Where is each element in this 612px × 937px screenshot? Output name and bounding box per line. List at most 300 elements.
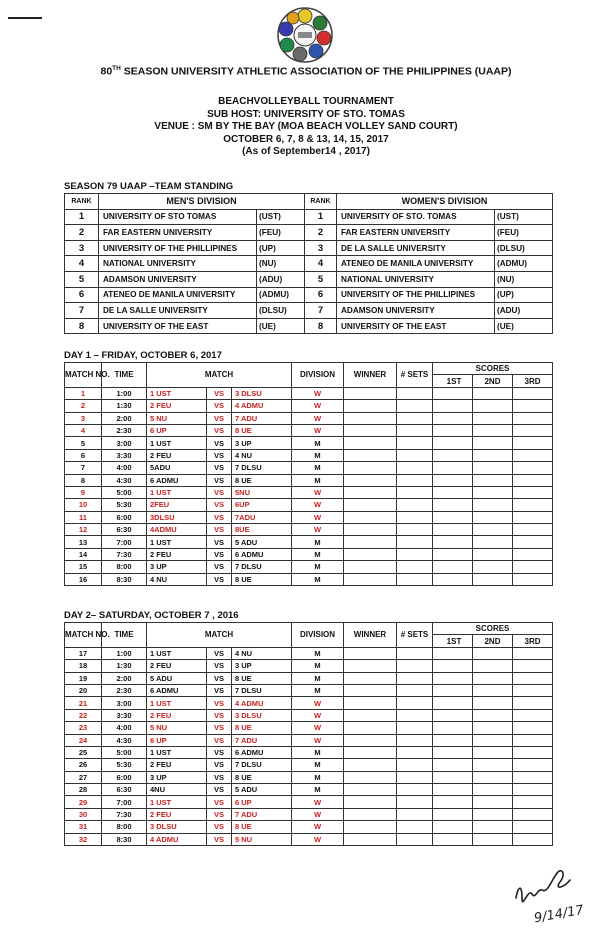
team-a: 1 UST	[147, 647, 207, 659]
team-a: 1 UST	[147, 387, 207, 399]
womens-team-abbr: (FEU)	[495, 225, 553, 241]
score-1st-cell	[433, 561, 473, 573]
match-time: 2:30	[102, 684, 147, 696]
rank-cell: 1	[65, 209, 99, 225]
rank-cell: 6	[65, 287, 99, 303]
team-b: 6 UP	[232, 796, 292, 808]
division-cell: W	[292, 524, 344, 536]
score-2nd-cell	[473, 660, 513, 672]
division-cell: M	[292, 561, 344, 573]
division-cell: W	[292, 486, 344, 498]
match-row	[65, 449, 553, 461]
score-3rd-cell	[513, 400, 553, 412]
time-header: TIME	[102, 363, 147, 388]
match-number: 25	[65, 746, 102, 758]
mens-team-name: UNIVERSITY OF THE PHILLIPINES	[99, 240, 257, 256]
vs-label: VS	[207, 536, 232, 548]
score-3rd-cell	[513, 722, 553, 734]
rank-cell: 5	[305, 271, 337, 287]
score-3rd-cell	[513, 784, 553, 796]
division-header: DIVISION	[292, 623, 344, 648]
division-cell: W	[292, 511, 344, 523]
sets-cell	[397, 400, 433, 412]
score-3rd-cell	[513, 462, 553, 474]
division-cell: W	[292, 709, 344, 721]
match-number: 23	[65, 722, 102, 734]
team-b: 5 ADU	[232, 536, 292, 548]
winner-cell	[344, 808, 397, 820]
team-b: 5NU	[232, 486, 292, 498]
score-3rd-cell	[513, 808, 553, 820]
match-header: MATCH	[147, 623, 292, 648]
match-number: 32	[65, 833, 102, 845]
standing-header-row	[65, 194, 553, 210]
match-number: 16	[65, 573, 102, 585]
team-a: 5 NU	[147, 722, 207, 734]
uaap-seal-icon	[276, 6, 334, 64]
score-2nd-cell	[473, 759, 513, 771]
sets-cell	[397, 511, 433, 523]
rank-header: RANK	[305, 194, 337, 210]
team-b: 8 UE	[232, 474, 292, 486]
score-2nd-cell	[473, 697, 513, 709]
winner-cell	[344, 412, 397, 424]
score-2nd-cell	[473, 833, 513, 845]
sets-cell	[397, 746, 433, 758]
match-row	[65, 524, 553, 536]
sets-cell	[397, 474, 433, 486]
match-time: 4:00	[102, 462, 147, 474]
match-row	[65, 660, 553, 672]
mens-team-name: NATIONAL UNIVERSITY	[99, 256, 257, 272]
sets-cell	[397, 449, 433, 461]
score-1st-cell	[433, 647, 473, 659]
team-b: 8 UE	[232, 722, 292, 734]
vs-label: VS	[207, 387, 232, 399]
womens-team-abbr: (ADMU)	[495, 256, 553, 272]
vs-label: VS	[207, 511, 232, 523]
team-b: 6 ADMU	[232, 548, 292, 560]
day2-schedule-table	[64, 622, 553, 846]
match-time: 7:00	[102, 796, 147, 808]
team-a: 4 NU	[147, 573, 207, 585]
division-cell: W	[292, 697, 344, 709]
score-1st-cell	[433, 573, 473, 585]
team-a: 1 UST	[147, 796, 207, 808]
match-row	[65, 536, 553, 548]
score-3rd-cell	[513, 561, 553, 573]
match-time: 3:30	[102, 449, 147, 461]
score-3rd-cell	[513, 746, 553, 758]
match-row	[65, 462, 553, 474]
score-3rd-cell	[513, 697, 553, 709]
team-a: 1 UST	[147, 697, 207, 709]
score-2nd-header: 2ND	[473, 375, 513, 387]
winner-cell	[344, 771, 397, 783]
vs-label: VS	[207, 709, 232, 721]
match-number: 6	[65, 449, 102, 461]
team-b: 3 UP	[232, 437, 292, 449]
score-1st-cell	[433, 486, 473, 498]
team-b: 8 UE	[232, 424, 292, 436]
match-row	[65, 722, 553, 734]
winner-cell	[344, 536, 397, 548]
match-row	[65, 548, 553, 560]
team-b: 7 ADU	[232, 734, 292, 746]
score-1st-cell	[433, 833, 473, 845]
score-1st-cell	[433, 684, 473, 696]
match-time: 5:00	[102, 486, 147, 498]
match-row	[65, 486, 553, 498]
score-1st-cell	[433, 437, 473, 449]
division-cell: W	[292, 734, 344, 746]
match-row	[65, 573, 553, 585]
sets-cell	[397, 647, 433, 659]
rank-cell: 7	[65, 303, 99, 319]
winner-cell	[344, 734, 397, 746]
mens-team-name: ATENEO DE MANILA UNIVERSITY	[99, 287, 257, 303]
winner-cell	[344, 524, 397, 536]
vs-label: VS	[207, 771, 232, 783]
score-2nd-cell	[473, 511, 513, 523]
match-row	[65, 833, 553, 845]
division-cell: W	[292, 412, 344, 424]
score-2nd-cell	[473, 684, 513, 696]
match-time: 2:00	[102, 672, 147, 684]
womens-team-name: ATENEO DE MANILA UNIVERSITY	[337, 256, 495, 272]
mens-team-abbr: (FEU)	[257, 225, 305, 241]
match-no-header: MATCH NO.	[65, 363, 102, 388]
score-1st-cell	[433, 412, 473, 424]
team-a: 2 FEU	[147, 548, 207, 560]
vs-label: VS	[207, 474, 232, 486]
score-3rd-cell	[513, 672, 553, 684]
vs-label: VS	[207, 486, 232, 498]
match-number: 10	[65, 499, 102, 511]
winner-cell	[344, 387, 397, 399]
team-a: 2 FEU	[147, 808, 207, 820]
day2-title: DAY 2– SATURDAY, OCTOBER 7 , 2016	[64, 610, 239, 621]
sets-cell	[397, 759, 433, 771]
division-cell: M	[292, 536, 344, 548]
vs-label: VS	[207, 697, 232, 709]
sets-cell	[397, 784, 433, 796]
tournament-info	[0, 96, 612, 159]
womens-team-name: UNIVERSITY OF THE PHILLIPINES	[337, 287, 495, 303]
score-2nd-cell	[473, 771, 513, 783]
score-2nd-cell	[473, 709, 513, 721]
score-2nd-cell	[473, 412, 513, 424]
division-cell: M	[292, 474, 344, 486]
match-number: 29	[65, 796, 102, 808]
match-number: 18	[65, 660, 102, 672]
score-2nd-cell	[473, 536, 513, 548]
rank-cell: 8	[305, 318, 337, 334]
day1-title: DAY 1 – FRIDAY, OCTOBER 6, 2017	[64, 350, 222, 361]
match-time: 1:30	[102, 660, 147, 672]
team-b: 8 UE	[232, 821, 292, 833]
match-row	[65, 499, 553, 511]
team-a: 6 ADMU	[147, 474, 207, 486]
score-3rd-cell	[513, 771, 553, 783]
match-time: 7:30	[102, 548, 147, 560]
division-cell: M	[292, 672, 344, 684]
match-time: 7:00	[102, 536, 147, 548]
match-time: 3:00	[102, 437, 147, 449]
winner-cell	[344, 511, 397, 523]
handwritten-signature	[508, 858, 588, 928]
day1-schedule-table	[64, 362, 553, 586]
rank-cell: 1	[305, 209, 337, 225]
mens-team-name: FAR EASTERN UNIVERSITY	[99, 225, 257, 241]
match-time: 4:00	[102, 722, 147, 734]
sets-cell	[397, 672, 433, 684]
match-time: 6:30	[102, 784, 147, 796]
division-header: DIVISION	[292, 363, 344, 388]
score-3rd-header: 3RD	[513, 635, 553, 647]
score-2nd-cell	[473, 499, 513, 511]
match-number: 7	[65, 462, 102, 474]
rank-cell: 3	[305, 240, 337, 256]
sets-cell	[397, 412, 433, 424]
team-b: 4 ADMU	[232, 697, 292, 709]
standing-row	[65, 225, 553, 241]
division-cell: M	[292, 437, 344, 449]
match-number: 12	[65, 524, 102, 536]
score-1st-cell	[433, 709, 473, 721]
standing-row	[65, 318, 553, 334]
winner-cell	[344, 561, 397, 573]
score-3rd-cell	[513, 449, 553, 461]
team-b: 7 DLSU	[232, 684, 292, 696]
match-row	[65, 437, 553, 449]
team-a: 6 UP	[147, 734, 207, 746]
match-no-header: MATCH NO.	[65, 623, 102, 648]
team-b: 8 UE	[232, 672, 292, 684]
match-row	[65, 387, 553, 399]
rank-cell: 4	[305, 256, 337, 272]
match-time: 2:30	[102, 424, 147, 436]
score-2nd-cell	[473, 474, 513, 486]
sets-cell	[397, 486, 433, 498]
score-1st-cell	[433, 697, 473, 709]
sub-host: SUB HOST: UNIVERSITY OF STO. TOMAS	[207, 108, 405, 120]
vs-label: VS	[207, 808, 232, 820]
winner-cell	[344, 449, 397, 461]
score-1st-cell	[433, 524, 473, 536]
standing-row	[65, 303, 553, 319]
score-3rd-cell	[513, 821, 553, 833]
as-of-date: (As of September14 , 2017)	[242, 146, 370, 158]
winner-cell	[344, 486, 397, 498]
match-time: 5:30	[102, 759, 147, 771]
team-b: 7 DLSU	[232, 462, 292, 474]
score-2nd-cell	[473, 548, 513, 560]
match-row	[65, 746, 553, 758]
sets-cell	[397, 499, 433, 511]
sets-cell	[397, 771, 433, 783]
standing-row	[65, 240, 553, 256]
score-2nd-cell	[473, 462, 513, 474]
score-3rd-cell	[513, 387, 553, 399]
team-a: 5ADU	[147, 462, 207, 474]
team-a: 4NU	[147, 784, 207, 796]
score-3rd-cell	[513, 660, 553, 672]
match-row	[65, 424, 553, 436]
score-2nd-cell	[473, 400, 513, 412]
score-3rd-cell	[513, 536, 553, 548]
womens-team-abbr: (ADU)	[495, 303, 553, 319]
team-b: 3 DLSU	[232, 387, 292, 399]
match-time: 4:30	[102, 474, 147, 486]
vs-label: VS	[207, 660, 232, 672]
mens-team-name: ADAMSON UNIVERSITY	[99, 271, 257, 287]
match-row	[65, 561, 553, 573]
score-3rd-cell	[513, 474, 553, 486]
team-a: 1 UST	[147, 536, 207, 548]
winner-cell	[344, 759, 397, 771]
team-a: 2 FEU	[147, 660, 207, 672]
score-2nd-cell	[473, 672, 513, 684]
match-row	[65, 821, 553, 833]
score-1st-cell	[433, 734, 473, 746]
match-number: 22	[65, 709, 102, 721]
match-number: 31	[65, 821, 102, 833]
winner-cell	[344, 424, 397, 436]
match-row	[65, 511, 553, 523]
division-cell: M	[292, 746, 344, 758]
vs-label: VS	[207, 746, 232, 758]
score-1st-cell	[433, 511, 473, 523]
winner-header: WINNER	[344, 363, 397, 388]
match-time: 6:30	[102, 524, 147, 536]
womens-team-name: FAR EASTERN UNIVERSITY	[337, 225, 495, 241]
score-3rd-cell	[513, 524, 553, 536]
standing-row	[65, 271, 553, 287]
vs-label: VS	[207, 561, 232, 573]
match-time: 1:00	[102, 647, 147, 659]
score-2nd-cell	[473, 573, 513, 585]
match-time: 8:00	[102, 561, 147, 573]
womens-team-name: DE LA SALLE UNIVERSITY	[337, 240, 495, 256]
score-1st-cell	[433, 462, 473, 474]
team-a: 4ADMU	[147, 524, 207, 536]
team-a: 2FEU	[147, 499, 207, 511]
winner-cell	[344, 672, 397, 684]
division-cell: M	[292, 462, 344, 474]
match-number: 1	[65, 387, 102, 399]
team-b: 7 ADU	[232, 412, 292, 424]
match-row	[65, 474, 553, 486]
division-cell: M	[292, 759, 344, 771]
division-cell: M	[292, 784, 344, 796]
score-1st-header: 1ST	[433, 375, 473, 387]
division-cell: M	[292, 647, 344, 659]
team-a: 3 UP	[147, 561, 207, 573]
score-1st-cell	[433, 722, 473, 734]
score-3rd-cell	[513, 734, 553, 746]
sets-cell	[397, 660, 433, 672]
vs-label: VS	[207, 548, 232, 560]
score-1st-cell	[433, 771, 473, 783]
team-b: 5 ADU	[232, 784, 292, 796]
match-row	[65, 771, 553, 783]
corner-dash-mark	[8, 17, 42, 19]
match-header: MATCH	[147, 363, 292, 388]
team-a: 3DLSU	[147, 511, 207, 523]
team-standing-table	[64, 193, 553, 334]
score-2nd-cell	[473, 437, 513, 449]
vs-label: VS	[207, 462, 232, 474]
winner-cell	[344, 647, 397, 659]
match-number: 28	[65, 784, 102, 796]
match-number: 5	[65, 437, 102, 449]
rank-header: RANK	[65, 194, 99, 210]
vs-label: VS	[207, 499, 232, 511]
score-1st-cell	[433, 548, 473, 560]
match-time: 8:30	[102, 833, 147, 845]
division-cell: M	[292, 573, 344, 585]
scores-header: SCORES	[433, 623, 553, 635]
team-a: 3 DLSU	[147, 821, 207, 833]
score-1st-cell	[433, 808, 473, 820]
winner-cell	[344, 722, 397, 734]
standing-row	[65, 256, 553, 272]
score-3rd-cell	[513, 412, 553, 424]
sets-cell	[397, 808, 433, 820]
score-2nd-cell	[473, 561, 513, 573]
score-3rd-cell	[513, 709, 553, 721]
match-number: 21	[65, 697, 102, 709]
score-3rd-cell	[513, 796, 553, 808]
match-time: 3:30	[102, 709, 147, 721]
vs-label: VS	[207, 684, 232, 696]
team-b: 8UE	[232, 524, 292, 536]
match-number: 27	[65, 771, 102, 783]
match-number: 13	[65, 536, 102, 548]
match-time: 6:00	[102, 511, 147, 523]
winner-cell	[344, 499, 397, 511]
division-cell: W	[292, 400, 344, 412]
match-number: 15	[65, 561, 102, 573]
mens-team-abbr: (ADU)	[257, 271, 305, 287]
standing-title: SEASON 79 UAAP –TEAM STANDING	[64, 181, 234, 192]
division-cell: W	[292, 833, 344, 845]
division-cell: M	[292, 449, 344, 461]
winner-cell	[344, 437, 397, 449]
score-2nd-cell	[473, 424, 513, 436]
sets-cell	[397, 387, 433, 399]
sets-cell	[397, 833, 433, 845]
score-3rd-cell	[513, 647, 553, 659]
mens-team-abbr: (UE)	[257, 318, 305, 334]
team-a: 2 FEU	[147, 400, 207, 412]
winner-cell	[344, 796, 397, 808]
match-time: 8:30	[102, 573, 147, 585]
team-a: 6 ADMU	[147, 684, 207, 696]
match-time: 7:30	[102, 808, 147, 820]
team-b: 4 NU	[232, 449, 292, 461]
score-1st-cell	[433, 387, 473, 399]
sets-header: # SETS	[397, 623, 433, 648]
match-number: 2	[65, 400, 102, 412]
mens-team-abbr: (UP)	[257, 240, 305, 256]
womens-team-abbr: (DLSU)	[495, 240, 553, 256]
score-3rd-cell	[513, 833, 553, 845]
score-1st-cell	[433, 536, 473, 548]
match-number: 4	[65, 424, 102, 436]
score-3rd-cell	[513, 486, 553, 498]
